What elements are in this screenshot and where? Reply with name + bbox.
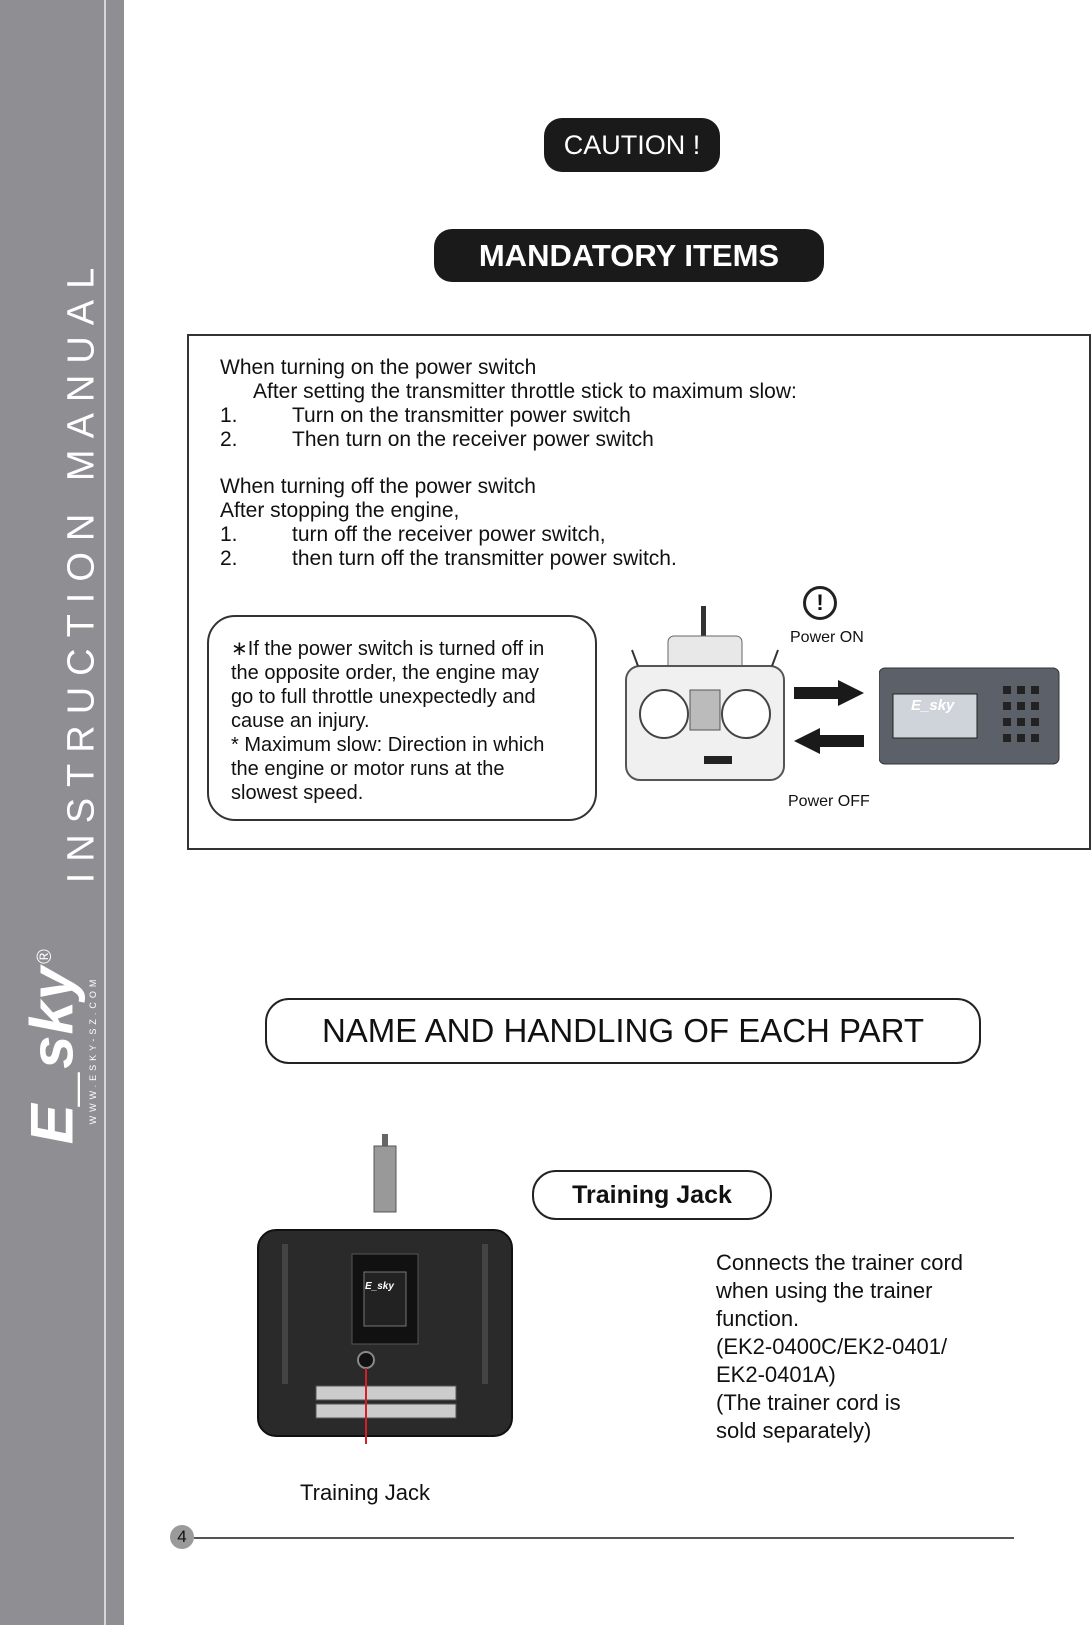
note-line: go to full throttle unexpectedly and xyxy=(231,686,536,708)
description-line: Connects the trainer cord xyxy=(716,1250,964,1275)
description-line: sold separately) xyxy=(716,1418,872,1443)
sidebar xyxy=(0,0,124,1625)
step-number: 1. xyxy=(220,523,238,546)
training-jack-port xyxy=(358,1352,374,1368)
note-line: * Maximum slow: Direction in which xyxy=(231,734,545,756)
power-off-heading: When turning off the power switch xyxy=(220,475,536,498)
center-panel xyxy=(690,690,720,730)
step-number: 2. xyxy=(220,428,238,451)
exclamation-circle-icon: ! xyxy=(803,586,837,620)
description-line: when using the trainer xyxy=(716,1278,933,1303)
note-line: cause an injury. xyxy=(231,710,370,732)
step-number: 2. xyxy=(220,547,238,570)
note-line: the opposite order, the engine may xyxy=(231,662,539,684)
power-on-heading: When turning on the power switch xyxy=(220,356,537,379)
left-gimbal xyxy=(640,690,688,738)
note-line: slowest speed. xyxy=(231,782,364,804)
mandatory-items-badge: MANDATORY ITEMS xyxy=(434,229,824,282)
power-on-step-1: Turn on the transmitter power switch xyxy=(292,404,631,427)
warning-note xyxy=(207,615,597,821)
training-jack-description xyxy=(716,1249,963,1445)
note-line: ∗If the power switch is turned off in xyxy=(231,638,545,660)
arrow-right-icon xyxy=(794,680,864,706)
brand-logo: E_sky xyxy=(18,965,86,1145)
sidebar-title: INSTRUCTION MANUAL xyxy=(60,256,103,884)
power-off-step-2: then turn off the transmitter power switch. xyxy=(292,547,677,570)
transmitter-illustration xyxy=(624,606,788,784)
power-off-label: Power OFF xyxy=(788,793,870,810)
power-off-step-1: turn off the receiver power switch, xyxy=(292,523,606,546)
section-title: NAME AND HANDLING OF EACH PART xyxy=(265,998,981,1064)
caution-badge: CAUTION ! xyxy=(544,118,720,172)
receiver-brand: E_sky xyxy=(911,697,955,714)
description-line: (EK2-0400C/EK2-0401/ xyxy=(716,1334,948,1359)
training-jack-callout-label: Training Jack xyxy=(300,1480,431,1505)
brand-url: WWW.ESKY-SZ.COM xyxy=(88,975,98,1125)
description-line: function. xyxy=(716,1306,800,1331)
description-line: EK2-0401A) xyxy=(716,1362,836,1387)
arrow-left-icon xyxy=(794,728,864,754)
sidebar-divider xyxy=(104,0,106,1625)
footer-rule xyxy=(194,1537,1014,1539)
power-on-step-2: Then turn on the receiver power switch xyxy=(292,428,654,451)
module-brand: E_sky xyxy=(365,1281,394,1292)
registered-mark: ® xyxy=(33,949,56,964)
page-number: 4 xyxy=(170,1525,194,1549)
step-number: 1. xyxy=(220,404,238,427)
power-on-label: Power ON xyxy=(790,629,864,646)
power-on-intro: After setting the transmitter throttle stick to maximum slow: xyxy=(253,380,797,403)
note-line: the engine or motor runs at the xyxy=(231,758,505,780)
training-jack-pill: Training Jack xyxy=(532,1170,772,1220)
receiver-illustration xyxy=(879,664,1061,768)
description-line: (The trainer cord is xyxy=(716,1390,901,1415)
power-off-intro: After stopping the engine, xyxy=(220,499,460,522)
right-gimbal xyxy=(722,690,770,738)
antenna xyxy=(374,1146,396,1212)
switch-row xyxy=(704,756,732,764)
